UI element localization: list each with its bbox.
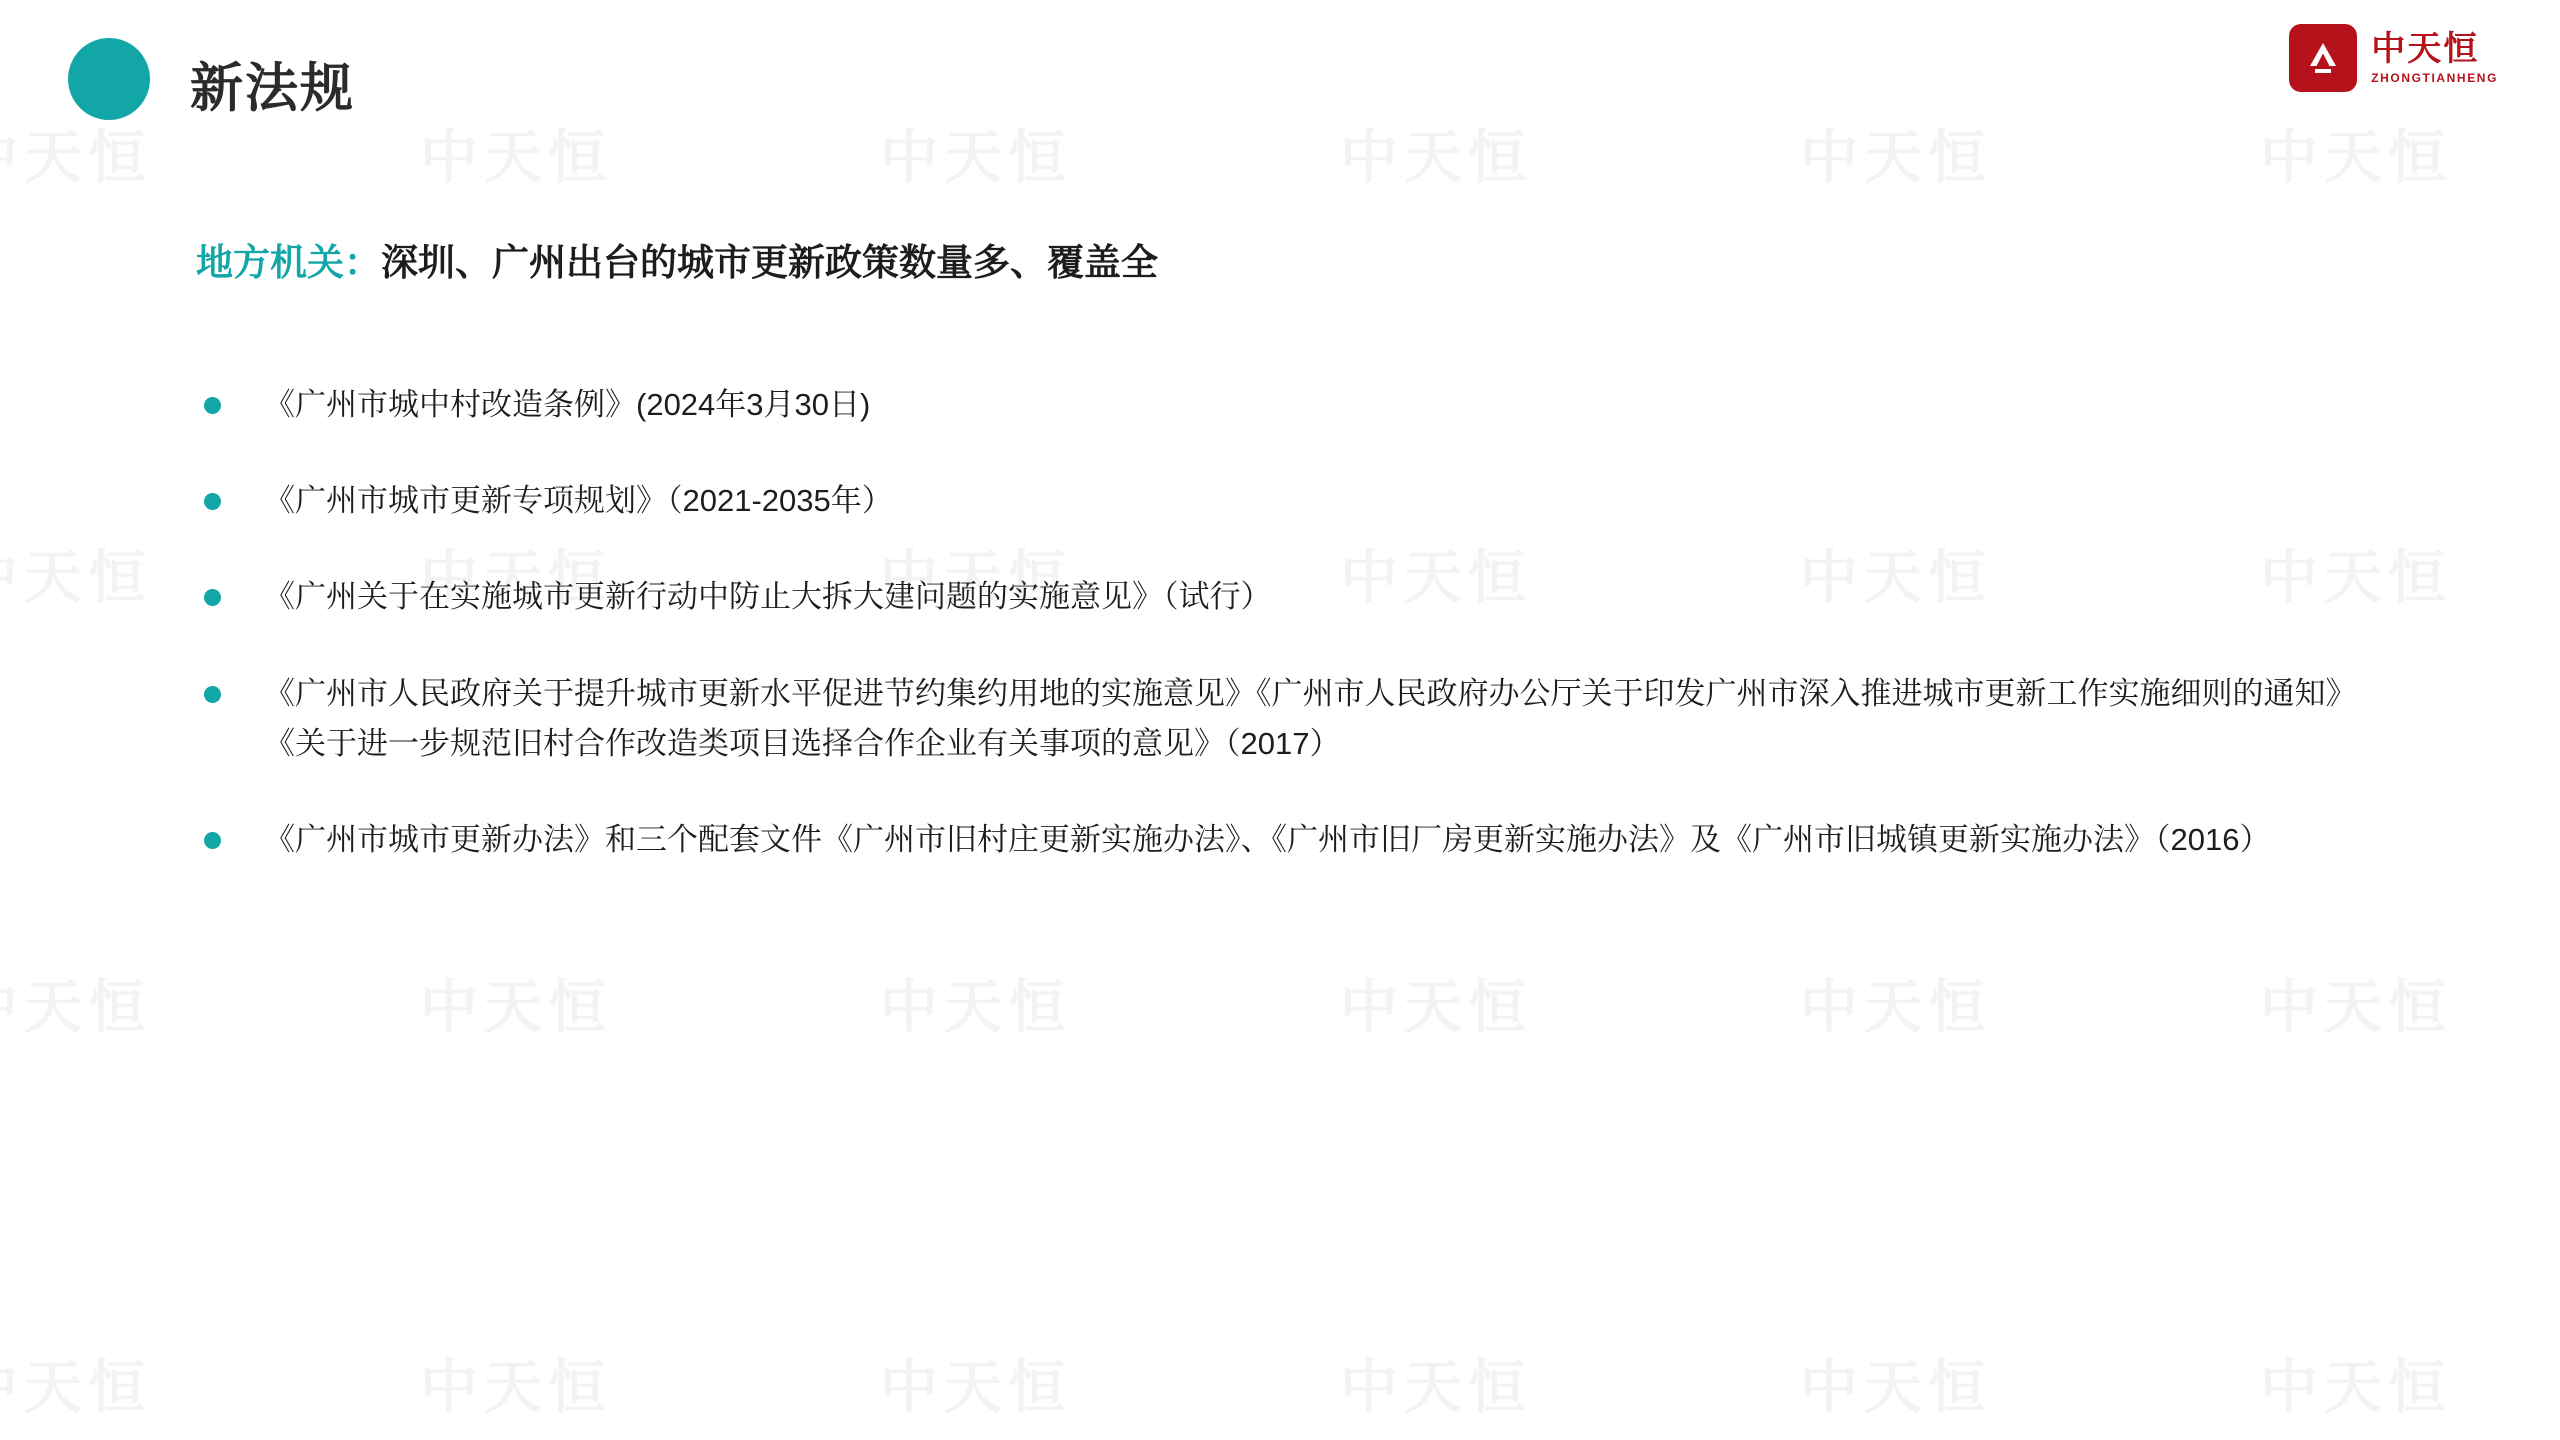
logo-text: [2371, 32, 2498, 84]
list-item: [196, 476, 2386, 526]
list-item-label: 《广州市城中村改造条例》(2024年3月30日): [264, 387, 871, 422]
list-item: [196, 572, 2386, 622]
list-item-label: 《广州市城市更新专项规划》（2021-2035年）: [264, 483, 893, 519]
section-subtitle: [196, 232, 1158, 286]
list-item-label: 《广州市人民政府关于提升城市更新水平促进节约集约用地的实施意见》《广州市人民政府办公厅关于印发广州市深入推进城市更新工作实施细则的通知》《关于进一步规范旧村合作改造类项目选择合作企业有关事项的意见》（2017）: [264, 675, 2357, 761]
logo-mark-icon: [2289, 24, 2357, 92]
bullet-dot-icon: [204, 493, 221, 510]
bullet-dot-icon: [204, 589, 221, 606]
logo-name-cn: 中天恒: [2371, 30, 2480, 68]
policy-bullet-list: [196, 380, 2386, 911]
company-logo: [2289, 24, 2498, 92]
list-item: [196, 669, 2386, 769]
header-bullet-dot-icon: [68, 38, 150, 120]
page-title: 新法规: [190, 59, 355, 118]
list-item-label: 《广州市城市更新办法》和三个配套文件《广州市旧村庄更新实施办法》、《广州市旧厂房更新实施办法》及《广州市旧城镇更新实施办法》（2016）: [264, 822, 2271, 858]
subtitle-label: 地方机关：: [196, 242, 381, 283]
bullet-dot-icon: [204, 686, 221, 703]
list-item-label: 《广州关于在实施城市更新行动中防止大拆大建问题的实施意见》（试行）: [264, 579, 1272, 615]
subtitle-text: 深圳、广州出台的城市更新政策数量多、覆盖全: [381, 242, 1158, 283]
list-item: [196, 815, 2386, 865]
slide-header: [0, 0, 2560, 168]
list-item: [196, 380, 2386, 430]
logo-name-en: ZHONGTIANHENG: [2371, 71, 2498, 85]
bullet-dot-icon: [204, 832, 221, 849]
bullet-dot-icon: [204, 397, 221, 414]
